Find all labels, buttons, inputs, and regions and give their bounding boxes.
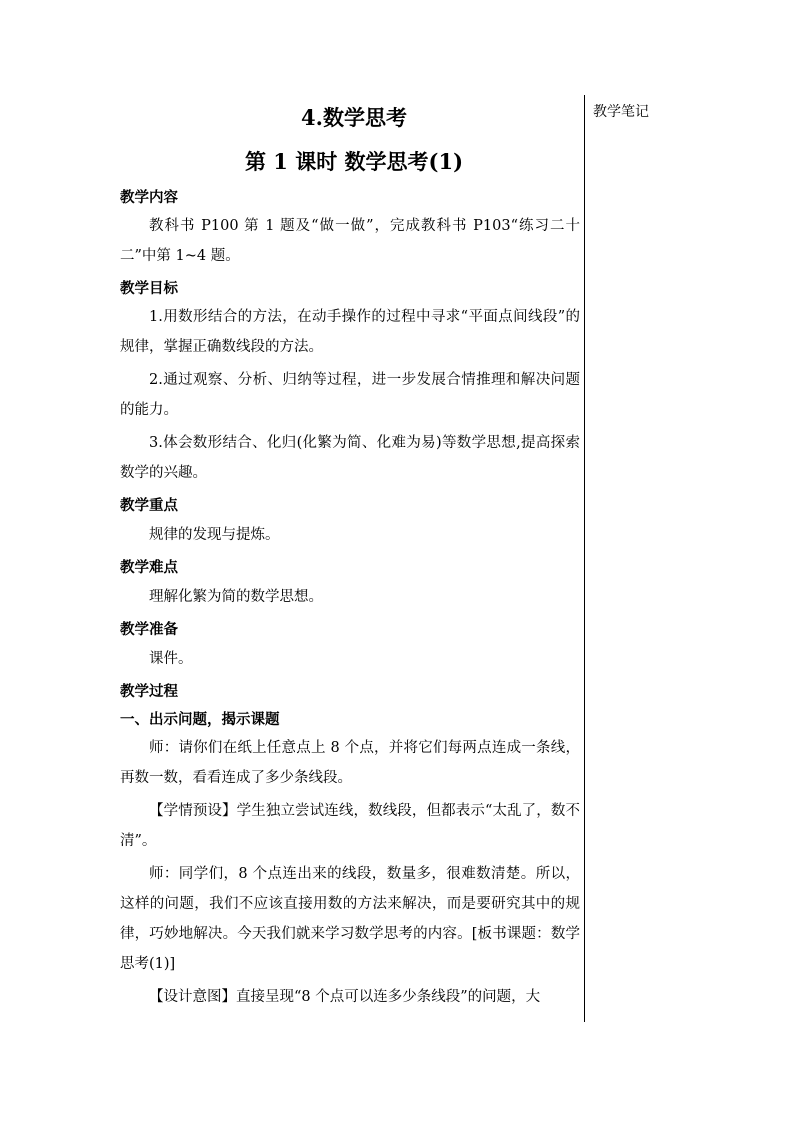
process-paragraph-3: 师：同学们，8 个点连出来的线段，数量多，很难数清楚。所以，这样的问题，我们不应该直接用数的方法来解决，而是要研究其中的规律，巧妙地解决。今天我们就来学习数学思考的内容。[板书课题：数学思考(1)] [120,866,580,972]
section-heading-goals: 教学目标 [120,280,178,297]
process-paragraph-2: 【学情预设】学生独立尝试连线，数线段，但都表示“太乱了，数不清”。 [120,803,580,849]
goal-paragraph-2: 2.通过观察、分析、归纳等过程，进一步发展合情推理和解决问题的能力。 [120,372,580,418]
goal-paragraph-1: 1.用数形结合的方法，在动手操作的过程中寻求“平面点间线段”的规律，掌握正确数线段的方法。 [120,309,580,355]
notes-column-divider [584,95,585,1022]
lesson-title: 第 1 课时 数学思考(1) [244,149,464,174]
preparation-paragraph: 课件。 [149,651,193,667]
section-heading-content: 教学内容 [120,189,178,206]
difficulties-paragraph: 理解化繁为简的数学思想。 [149,589,323,605]
process-paragraph-4: 【设计意图】直接呈现“8 个点可以连多少条线段”的问题，大 [149,989,541,1005]
chapter-title: 4.数学思考 [301,105,407,130]
process-paragraph-1: 师：请你们在纸上任意点上 8 个点，并将它们每两点连成一条线，再数一数，看看连成了多少条线段。 [120,740,580,786]
section-heading-key-points: 教学重点 [120,497,178,514]
section-heading-preparation: 教学准备 [120,621,178,638]
notes-column-label: 教学笔记 [593,104,649,120]
process-subheading: 一、出示问题，揭示课题 [120,711,280,728]
lesson-plan-main [120,104,580,1012]
goal-paragraph-3: 3.体会数形结合、化归(化繁为简、化难为易)等数学思想,提高探索数学的兴趣。 [120,435,580,481]
content-paragraph: 教科书 P100 第 1 题及“做一做”，完成教科书 P103“练习二十二”中第 1~4 题。 [120,218,580,264]
key-points-paragraph: 规律的发现与提炼。 [149,527,280,543]
section-heading-difficulties: 教学难点 [120,559,178,576]
section-heading-process: 教学过程 [120,683,178,700]
